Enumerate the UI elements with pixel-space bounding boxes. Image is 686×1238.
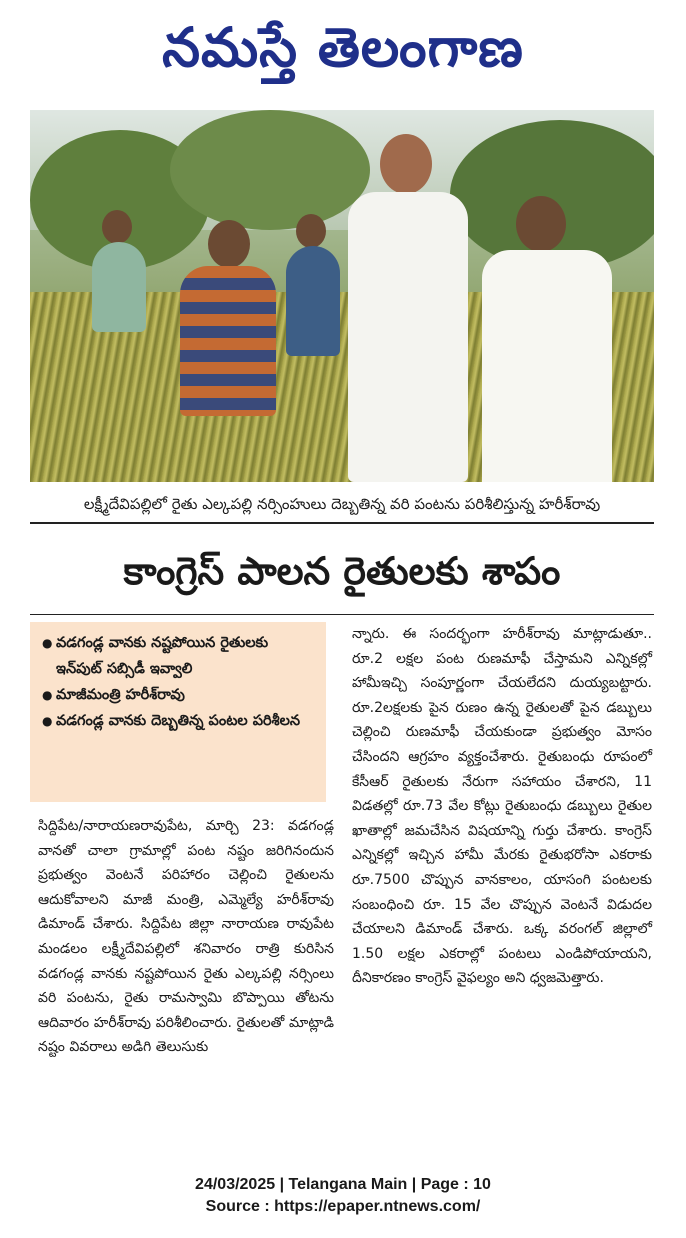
article-column-right: [352, 622, 652, 991]
article-body-left: సిద్దిపేట/నారాయణరావుపేట, మార్చి 23: వడగండ్ల వానతో చాలా గ్రామాల్లో పంట నష్టం జరిగినందున ప్రభుత్వం వెంటనే పరిహారం చెల్లించి రైతులను ఆదుకోవాలని మాజీ మంత్రి, ఎమ్మెల్యే హరీశ్‌రావు డిమాండ్ చేశారు. సిద్దిపేట జిల్లా నారాయణ రావుపేట మండలం లక్ష్మీదేవిపల్లిలో శనివారం రాత్రి కురిసిన వడగండ్ల వానకు నష్టపోయిన రైతు ఎల్కపల్లి నర్సింలు వరి పంటను, రైతు రామస్వామి బొప్పాయి తోటను ఆదివారం హరీశ్‌రావు పరిశీలించారు. రైతులతో మాట్లాడి నష్టం వివరాలు అడిగి తెలుసుకు: [38, 818, 334, 1056]
bullet-icon: ●: [42, 636, 53, 650]
highlights-box: [30, 622, 326, 802]
highlight-item: ● మాజీమంత్రి హరీశ్‌రావు: [42, 682, 318, 708]
masthead-title: నమస్తే తెలంగాణ: [162, 16, 524, 79]
bullet-icon: ●: [42, 688, 53, 702]
highlight-item: ● వడగండ్ల వానకు నష్టపోయిన రైతులకు ఇన్‌పుట్ సబ్సిడీ ఇవ్వాలి: [42, 630, 318, 682]
divider: [30, 614, 654, 615]
page-footer: [0, 1174, 686, 1218]
footer-source[interactable]: Source : https://epaper.ntnews.com/: [205, 1198, 481, 1215]
photo-caption: లక్ష్మీదేవిపల్లిలో రైతు ఎల్కపల్లి నర్సింహులు దెబ్బతిన్న వరి పంటను పరిశీలిస్తున్న హరీశ్‌రావు: [83, 495, 601, 513]
article-body-right: న్నారు. ఈ సందర్భంగా హరీశ్‌రావు మాట్లాడుతూ.. రూ.2 లక్షల పంట రుణమాఫీ చేస్తామని ఎన్నికల్లో హామీఇచ్చి సంపూర్ణంగా చేయలేదని దుయ్యబట్టారు. రూ.2లక్షలకు పైన రుణం ఉన్న రైతులతో పైన డబ్బులు చెల్లించి రుణమాఫీ చేయకుండా ప్రభుత్వం మోసం చేసిందని ఆగ్రహం వ్యక్తంచేశారు. రైతుబంధు రూపంలో కేసీఆర్ రైతులకు నేరుగా సహాయం చేశారని, 11 విడతల్లో రూ.73 వేల కోట్లు రైతుబంధు డబ్బులు రైతుల ఖాతాల్లో జమచేసిన విషయాన్ని గుర్తు చేశారు. కాంగ్రెస్ ఎన్నికల్లో ఇచ్చిన హామీ మేరకు రైతుభరోసా ఎకరాకు రూ.7500 చొప్పున వానకాలం, యాసంగి పంటలకు సంబంధించి రూ. 15 వేల చొప్పున వెంటనే విడుదల చేయాలని డిమాండ్ చేశారు. ఒక్క వరంగల్ జిల్లాలో 1.50 లక్షల ఎకరాల్లో పంటలు ఎండిపోయాయని, దీనికారణం కాంగ్రెస్ వైఫల్యం అని ధ్వజమెత్తారు.: [352, 626, 652, 987]
bullet-icon: ●: [42, 714, 53, 728]
article-column-left: [38, 814, 334, 1060]
article-headline: కాంగ్రెస్ పాలన రైతులకు శాపం: [123, 549, 561, 593]
highlight-item: ● వడగండ్ల వానకు దెబ్బతిన్న పంటల పరిశీలన: [42, 708, 318, 734]
newspaper-masthead: [0, 8, 686, 88]
news-photo: [30, 110, 654, 482]
footer-date-page: 24/03/2025 | Telangana Main | Page : 10: [195, 1176, 491, 1193]
divider: [30, 522, 654, 524]
